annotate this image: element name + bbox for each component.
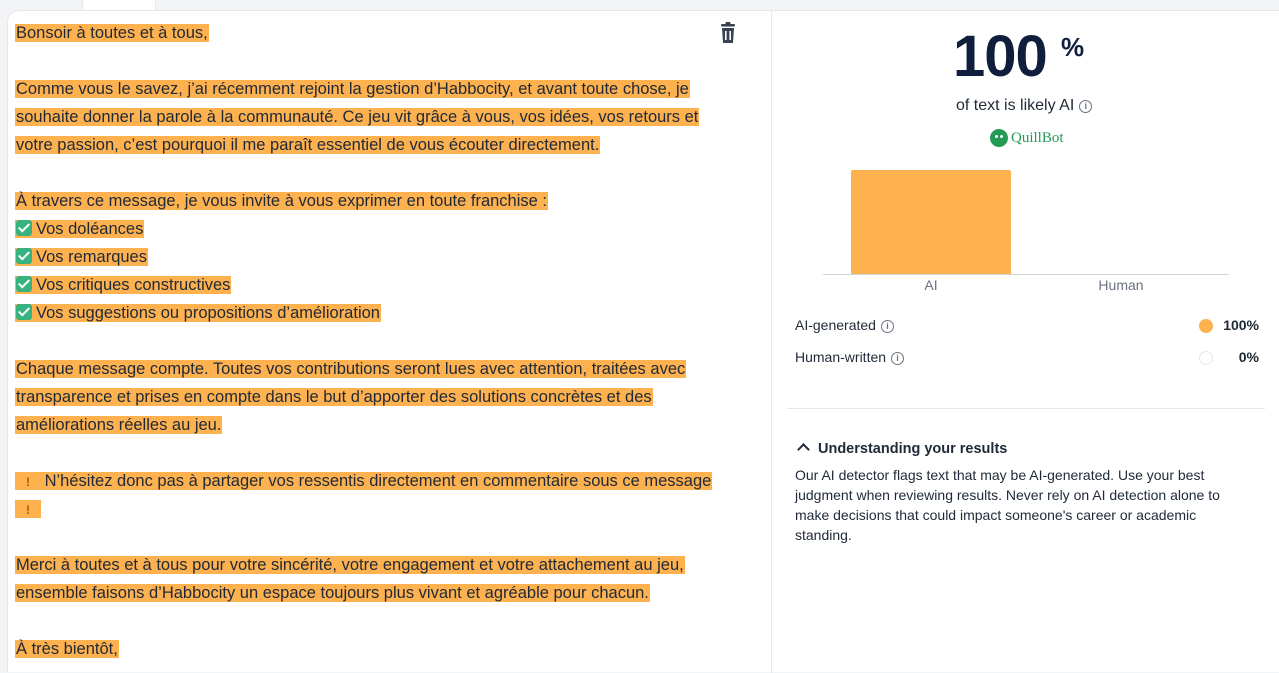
check-mark-icon bbox=[16, 276, 32, 292]
text-gap bbox=[15, 327, 735, 355]
chart-tick-ai: AI bbox=[924, 277, 938, 293]
text-gap bbox=[15, 607, 735, 635]
text-line: Chaque message compte. Toutes vos contributions seront lues avec attention, traitées avec bbox=[16, 360, 686, 378]
chart-tick-human: Human bbox=[1098, 277, 1144, 293]
exclamation-icon: ! bbox=[26, 475, 30, 489]
section-divider bbox=[787, 408, 1265, 409]
text-gap bbox=[15, 47, 735, 75]
quillbot-logo-icon bbox=[990, 129, 1008, 147]
legend-human bbox=[795, 349, 1259, 369]
text-line: Comme vous le savez, j’ai récemment rejoint la gestion d’Habbocity, et avant toute chose, je bbox=[16, 80, 689, 98]
panel-divider bbox=[771, 11, 772, 673]
understanding-toggle[interactable] bbox=[795, 439, 1259, 459]
legend-value-human: 0% bbox=[1238, 349, 1259, 365]
legend-label-human: Human-written bbox=[795, 349, 887, 365]
understanding-title: Understanding your results bbox=[818, 441, 1008, 457]
result-chart bbox=[823, 160, 1229, 295]
text-line: Bonsoir à toutes et à tous, bbox=[16, 24, 208, 42]
text-gap bbox=[15, 439, 735, 467]
chart-bar-ai bbox=[851, 170, 1011, 274]
score-caption bbox=[956, 97, 1092, 115]
legend-label-ai: AI-generated bbox=[795, 317, 876, 333]
legend-value-ai: 100% bbox=[1223, 317, 1259, 333]
understanding-body: Our AI detector flags text that may be AI-generated. Use your best judgment when reviewing results. Never rely on AI detection alone to make decisions that could impact someone's career or academic standing. bbox=[795, 467, 1220, 543]
text-line: ! N’hésitez donc pas à partager vos ressentis directement en commentaire sous ce message bbox=[15, 467, 735, 495]
score-caption-text: of text is likely AI bbox=[956, 97, 1075, 114]
legend-ai bbox=[795, 317, 1259, 337]
text-line: améliorations réelles au jeu. bbox=[16, 416, 222, 434]
text-line bbox=[15, 495, 735, 523]
text-line: À travers ce message, je vous invite à vous exprimer en toute franchise : bbox=[16, 192, 547, 210]
ai-score bbox=[953, 22, 1093, 92]
understanding-section bbox=[795, 439, 1259, 545]
text-line: Vos suggestions ou propositions d’amélioration bbox=[15, 299, 735, 327]
trash-icon bbox=[718, 22, 738, 44]
text-line: transparence et prises en compte dans le but d’apporter des solutions concrètes et des bbox=[16, 388, 652, 406]
delete-button[interactable] bbox=[718, 22, 740, 46]
text-line: votre passion, c’est pourquoi il me paraît essentiel de vous écouter directement. bbox=[16, 136, 600, 154]
text-line: souhaite donner la parole à la communauté. Ce jeu vit grâce à vous, vos idées, vos retours et bbox=[16, 108, 699, 126]
check-mark-icon bbox=[16, 304, 32, 320]
brand-name: QuillBot bbox=[1011, 129, 1064, 146]
legend-dot-ai bbox=[1199, 319, 1213, 333]
text-line: Vos doléances bbox=[15, 215, 735, 243]
chart-baseline bbox=[823, 274, 1229, 275]
analyzed-text[interactable] bbox=[15, 19, 735, 663]
brand-logo bbox=[990, 128, 1064, 148]
chevron-up-icon bbox=[797, 443, 810, 456]
score-value: 100 bbox=[953, 24, 1047, 89]
exclamation-icon: ! bbox=[26, 503, 30, 517]
score-unit: % bbox=[1061, 32, 1085, 62]
info-icon[interactable]: i bbox=[1079, 100, 1092, 113]
info-icon[interactable]: i bbox=[891, 352, 904, 365]
legend-dot-human bbox=[1199, 351, 1213, 365]
text-line: Vos critiques constructives bbox=[15, 271, 735, 299]
text-gap bbox=[15, 523, 735, 551]
text-line: À très bientôt, bbox=[16, 640, 118, 658]
check-mark-icon bbox=[16, 248, 32, 264]
text-line: Merci à toutes et à tous pour votre sincérité, votre engagement et votre attachement au jeu, bbox=[16, 556, 684, 574]
text-line: ensemble faisons d’Habbocity un espace toujours plus vivant et agréable pour chacun. bbox=[16, 584, 649, 602]
text-gap bbox=[15, 159, 735, 187]
check-mark-icon bbox=[16, 220, 32, 236]
text-line: Vos remarques bbox=[15, 243, 735, 271]
info-icon[interactable]: i bbox=[881, 320, 894, 333]
